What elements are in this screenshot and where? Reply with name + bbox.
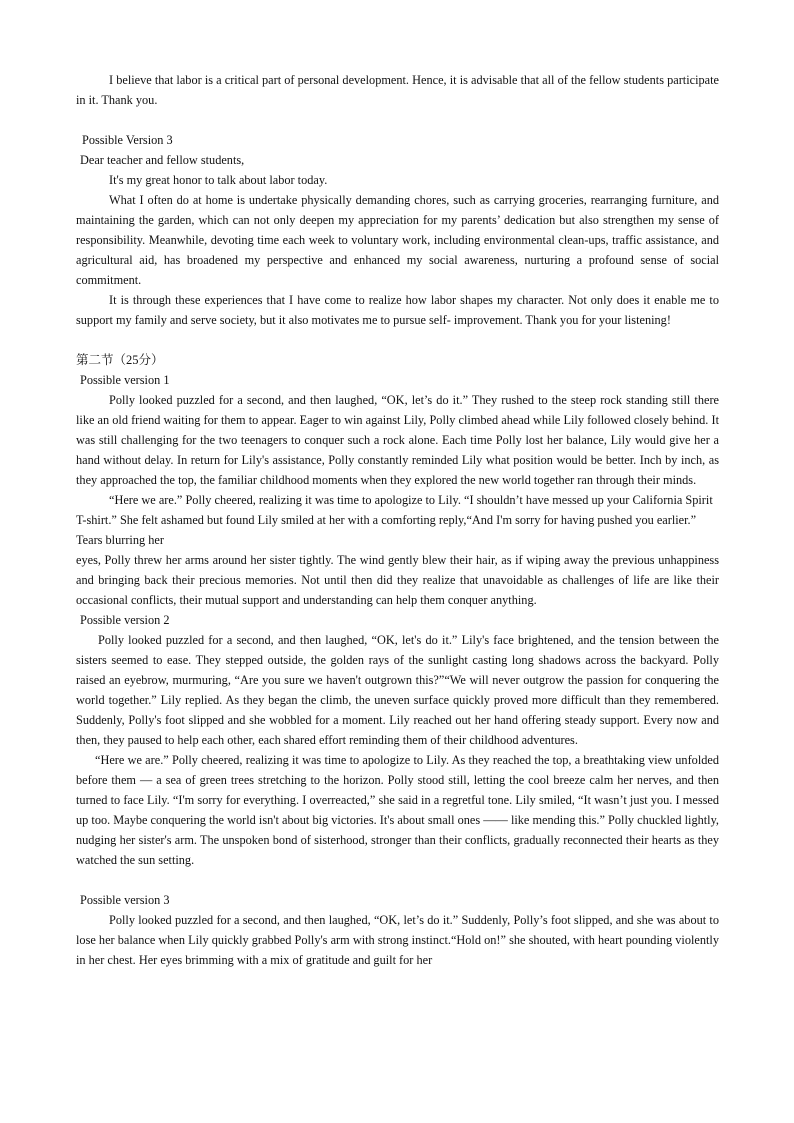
v3-paragraph-1: Polly looked puzzled for a second, and then laughed, “OK, let’s do it.” Suddenly, Polly’s foot slipped, and she was about to lose her balance when Lily quickly grabbed Polly's arm with strong instinct.“Hold on!” she shouted, with heart pounding violently in her chest. Her eyes brimming with a mix of gratitude and guilt for her xyxy=(76,913,719,967)
v3-label: Possible version 3 xyxy=(80,893,170,907)
v1-paragraph-1: Polly looked puzzled for a second, and then laughed, “OK, let’s do it.” They rushed to the steep rock standing still there like an old friend waiting for them to appear. Eager to win against Lily, Polly climbed ahead while Lily followed closely behind. It was still challenging for the two teenagers to conquer such a rock alone. Each time Polly lost her balance, Lily would give her a hand without delay. In return for Lily's assistance, Polly constantly reminded Lily what position would be better. Inch by inch, as they approached the top, the familiar childhood moments when they explored the new world together ran through their minds. xyxy=(76,393,719,487)
v2-paragraph-1: Polly looked puzzled for a second, and then laughed, “OK, let's do it.” Lily's face brightened, and the tension between the sisters seemed to ease. They stepped outside, the golden rays of the sunlight casting long shadows across the backyard. Polly raised an eyebrow, murmuring, “Are you sure we haven't outgrown this?”“We will never outgrow the passion for conquering the world together.” Lily replied. As they began the climb, the uneven surface quickly proved more difficult than they remembered. Suddenly, Polly's foot slipped and she wobbled for a moment. Lily reached out her hand offering steady support. Every now and then, they paused to help each other, each shared effort reminding them of their childhood adventures. xyxy=(76,633,719,747)
v2-label: Possible version 2 xyxy=(80,613,170,627)
intro-paragraph: I believe that labor is a critical part of personal development. Hence, it is advisable that all of the fellow students participate in it. Thank you. xyxy=(76,73,719,107)
part1-paragraph-2: What I often do at home is undertake physically demanding chores, such as carrying groceries, rearranging furniture, and maintaining the garden, which can not only deepen my appreciation for my parents’ dedication but also strengthen my sense of responsibility. Meanwhile, devoting time each week to voluntary work, including environmental clean-ups, traffic assistance, and agricultural aid, has broadened my perspective and enhanced my social awareness, nurturing a profound sense of social commitment. xyxy=(76,193,719,287)
spacer xyxy=(76,110,719,130)
greeting: Dear teacher and fellow students, xyxy=(80,153,245,167)
part1-version-label: Possible Version 3 xyxy=(82,133,173,147)
section-heading: 第二节（25分） xyxy=(76,353,164,367)
spacer xyxy=(76,330,719,350)
v1-paragraph-2b: eyes, Polly threw her arms around her sister tightly. The wind gently blew their hair, as if wiping away the previous unhappiness and bringing back their precious memories. Not until then did they realize that unavoidable as challenges of life are like their occasional conflicts, their mutual support and understanding can help them conquer anything. xyxy=(76,553,719,607)
spacer xyxy=(76,870,719,890)
part1-paragraph-3: It is through these experiences that I have come to realize how labor shapes my character. Not only does it enable me to support my family and serve society, but it also motivates me to pursue self- improvement. Thank you for your listening! xyxy=(76,293,719,327)
part1-paragraph-1: It's my great honor to talk about labor today. xyxy=(109,173,328,187)
v2-paragraph-2: “Here we are.” Polly cheered, realizing it was time to apologize to Lily. As they reached the top, a breathtaking view unfolded before them — a sea of green trees stretching to the horizon. Polly stood still, letting the cool breeze calm her nerves, and then turned to face Lily. “I'm sorry for everything. I overreacted,” she said in a regretful tone. Lily smiled, “It wasn’t just you. I messed up too. Maybe conquering the world isn't about big victories. It's about small ones —— like mending this.” Polly chuckled lightly, nudging her sister's arm. The unspoken bond of sisterhood, stronger than their conflicts, gradually reconnected their hearts as they watched the sun setting. xyxy=(76,753,719,867)
v1-label: Possible version 1 xyxy=(80,373,170,387)
v1-paragraph-2a: “Here we are.” Polly cheered, realizing it was time to apologize to Lily. “I shouldn’t have messed up your California Spirit T-shirt.” She felt ashamed but found Lily smiled at her with a comforting reply,“And I'm sorry for having pushed you earlier.” Tears blurring her xyxy=(76,493,713,547)
